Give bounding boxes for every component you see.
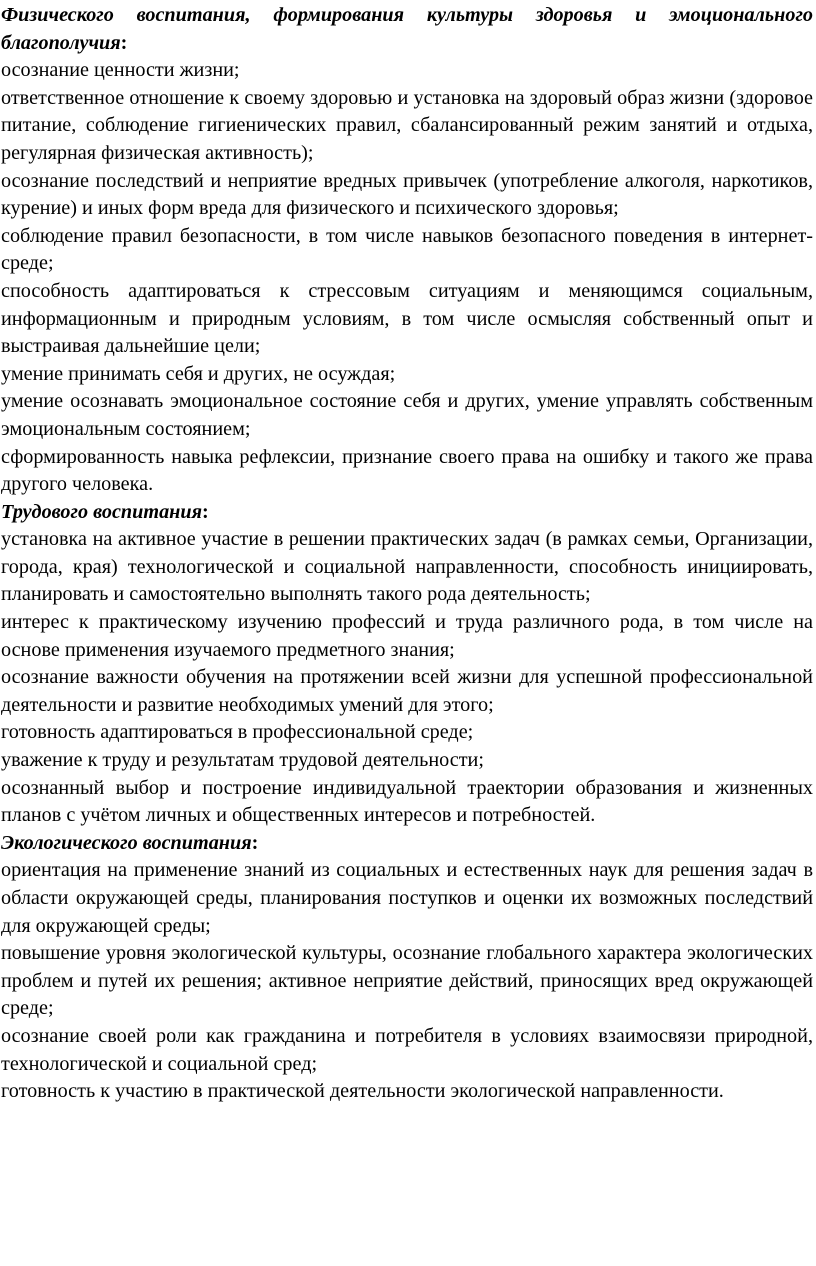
list-item: ориентация на применение знаний из социальных и естественных наук для решения задач в области окружающей среды, планирования поступков и оценки их возможных последствий для окружающей среды;: [1, 859, 813, 937]
list-item: осознание последствий и неприятие вредных привычек (употребление алкоголя, наркотиков, курение) и иных форм вреда для физического и психического здоровья;: [1, 169, 813, 220]
section-heading-colon: :: [202, 500, 209, 523]
section-heading-colon: :: [251, 831, 259, 854]
section-heading-text: Экологического воспитания: [1, 831, 252, 854]
section-heading: [1, 2, 813, 57]
section-physical-education: [1, 2, 813, 499]
list-item: готовность адаптироваться в профессиональной среде;: [1, 721, 474, 744]
section-heading: [1, 830, 813, 858]
list-item: уважение к труду и результатам трудовой деятельности;: [1, 749, 484, 772]
section-heading-text: Трудового воспитания: [1, 500, 202, 523]
list-item: осознанный выбор и построение индивидуальной траектории образования и жизненных планов с учётом личных и общественных интересов и потребностей.: [1, 776, 813, 827]
list-item: способность адаптироваться к стрессовым ситуациям и меняющимся социальным, информационным и природным условиям, в том числе осмысляя собственный опыт и выстраивая дальнейшие цели;: [1, 279, 813, 358]
list-item: повышение уровня экологической культуры, осознание глобального характера экологических проблем и путей их решения; активное неприятие действий, приносящих вред окружающей среде;: [1, 942, 813, 1020]
list-item: соблюдение правил безопасности, в том числе навыков безопасного поведения в интернет-среде;: [1, 224, 813, 275]
section-heading-text: Физического воспитания, формирования культуры здоровья и эмоционального благополучия: [1, 4, 813, 54]
list-item: интерес к практическому изучению профессий и труда различного рода, в том числе на основе применения изучаемого предметного знания;: [1, 611, 813, 661]
section-ecological-education: [1, 830, 813, 1106]
section-labor-education: [1, 499, 813, 830]
list-item: умение осознавать эмоциональное состояние себя и других, умение управлять собственным эмоциональным состоянием;: [1, 390, 813, 440]
list-item: осознание важности обучения на протяжении всей жизни для успешной профессиональной деятельности и развитие необходимых умений для этого;: [1, 666, 813, 716]
list-item: установка на активное участие в решении практических задач (в рамках семьи, Организации, города, края) технологической и социальной направленности, способность инициировать, планировать и самостоятельно выполнять такого рода деятельность;: [1, 528, 813, 606]
list-item: осознание своей роли как гражданина и потребителя в условиях взаимосвязи природной, технологической и социальной сред;: [1, 1024, 813, 1075]
section-heading: [1, 499, 813, 527]
list-item: сформированность навыка рефлексии, признание своего права на ошибку и такого же права другого человека.: [1, 445, 813, 496]
list-item: умение принимать себя и других, не осуждая;: [1, 362, 396, 385]
section-heading-colon: :: [120, 31, 128, 54]
list-item: ответственное отношение к своему здоровью и установка на здоровый образ жизни (здоровое питание, соблюдение гигиенических правил, сбалансированный режим занятий и отдыха, регулярная физическая активность);: [1, 86, 813, 164]
list-item: осознание ценности жизни;: [1, 59, 240, 82]
list-item: готовность к участию в практической деятельности экологической направленности.: [1, 1080, 724, 1103]
